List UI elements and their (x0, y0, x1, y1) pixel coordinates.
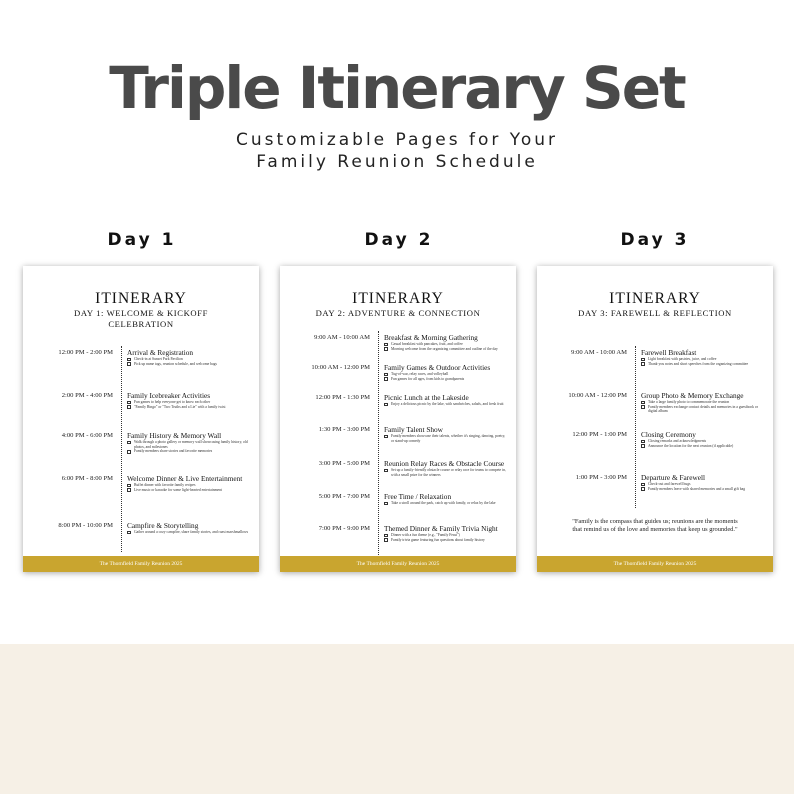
entry-time: 7:00 PM - 9:00 PM (318, 525, 370, 532)
checkbox-icon (384, 469, 388, 473)
checkbox-icon (384, 538, 388, 542)
checklist-item: Light breakfast with pastries, juice, and coffee (641, 357, 765, 362)
page-footer: The Thornfield Family Reunion 2025 (537, 556, 773, 572)
entry-title: Themed Dinner & Family Trivia Night (384, 524, 498, 533)
checklist-item: "Family Bingo" or "Two Truths and a Lie" with a family twist (127, 405, 251, 410)
timeline-divider (121, 346, 122, 552)
entry-title: Campfire & Storytelling (127, 521, 199, 530)
timeline (280, 333, 516, 553)
checkbox-icon (127, 441, 131, 445)
entry-title: Farewell Breakfast (641, 348, 697, 357)
checklist-item: Family trivia game featuring fun questions about family history (384, 538, 508, 543)
itinerary-page-day-3 (537, 266, 773, 572)
checklist-item: Closing remarks and acknowledgments (641, 439, 765, 444)
checkbox-icon (641, 405, 645, 409)
bottom-background-band (0, 644, 794, 794)
checkbox-icon (127, 531, 131, 535)
checklist-item: Check-in at Sunset Park Pavilion (127, 357, 251, 362)
checkbox-icon (641, 444, 645, 448)
checkbox-icon (384, 403, 388, 407)
checklist-item: Take a large family photo to commemorate the reunion (641, 400, 765, 405)
checklist-item: Check-out and farewell hugs (641, 482, 765, 487)
timeline-divider (635, 346, 636, 508)
timeline (23, 348, 259, 548)
checklist-item: Set up a family-friendly obstacle course or relay race for teams to compete in, with a small prize for the winners (384, 468, 508, 477)
entry-title: Picnic Lunch at the Lakeside (384, 393, 469, 402)
entry-time: 3:00 PM - 5:00 PM (318, 460, 370, 467)
checklist-item: Walk through a photo gallery or memory wall showcasing family history, old photos, and milestones (127, 440, 251, 449)
entry-title: Departure & Farewell (641, 473, 706, 482)
entry-title: Family Talent Show (384, 425, 443, 434)
entry-title: Welcome Dinner & Live Entertainment (127, 474, 243, 483)
entry-title: Free Time / Relaxation (384, 492, 452, 501)
entry-title: Arrival & Registration (127, 348, 194, 357)
checklist-item: Live music or karaoke for some light-hearted entertainment (127, 488, 251, 493)
main-subtitle (0, 129, 794, 173)
entry-time: 12:00 PM - 1:00 PM (572, 431, 627, 438)
checklist-item: Gather around a cozy campfire, share family stories, and roast marshmallows (127, 530, 251, 535)
entry-time: 4:00 PM - 6:00 PM (61, 432, 113, 439)
entry-time: 5:00 PM - 7:00 PM (318, 493, 370, 500)
page-footer: The Thornfield Family Reunion 2025 (23, 556, 259, 572)
page-header (280, 290, 516, 319)
entry-title: Family Icebreaker Activities (127, 391, 211, 400)
day-2-label: Day 2 (364, 230, 434, 250)
entry-title: Reunion Relay Races & Obstacle Course (384, 459, 505, 468)
main-title: Triple Itinerary Set (109, 54, 685, 122)
day-3-label: Day 3 (620, 230, 690, 250)
checkbox-icon (384, 502, 388, 506)
checklist-item: Family members share stories and favorite memories (127, 449, 251, 454)
checkbox-icon (127, 488, 131, 492)
entry-time: 10:00 AM - 12:00 PM (311, 364, 370, 371)
checkbox-icon (127, 450, 131, 454)
checkbox-icon (384, 347, 388, 351)
checkbox-icon (384, 435, 388, 439)
day-1-label: Day 1 (107, 230, 177, 250)
entry-title: Group Photo & Memory Exchange (641, 391, 744, 400)
entry-time: 6:00 PM - 8:00 PM (61, 475, 113, 482)
page-title: ITINERARY (95, 290, 187, 307)
entry-title: Family History & Memory Wall (127, 431, 222, 440)
checkbox-icon (641, 487, 645, 491)
checkbox-icon (127, 362, 131, 366)
entry-time: 1:00 PM - 3:00 PM (575, 474, 627, 481)
timeline-divider (378, 331, 379, 555)
page-title: ITINERARY (609, 290, 701, 307)
checklist-item: Buffet dinner with favorite family recipes (127, 483, 251, 488)
subtitle-line-2: Family Reunion Schedule (256, 152, 538, 172)
checkbox-icon (641, 362, 645, 366)
entry-time: 2:00 PM - 4:00 PM (61, 392, 113, 399)
checklist-item: Dinner with a fun theme (e.g., "Family Feast") (384, 533, 508, 538)
checklist-item: Pick up name tags, reunion schedule, and welcome bags (127, 362, 251, 367)
checklist-item: Fun games to help everyone get to know each other (127, 400, 251, 405)
checklist-item: Family members exchange contact details and memories in a guestbook or digital album (641, 405, 765, 414)
itinerary-page-day-1 (23, 266, 259, 572)
checklist-item: Enjoy a delicious picnic by the lake, with sandwiches, salads, and fresh fruit (384, 402, 508, 407)
timeline (537, 348, 773, 508)
checklist-item: Fun games for all ages, from kids to grandparents (384, 377, 508, 382)
entry-time: 1:30 PM - 3:00 PM (318, 426, 370, 433)
page-subtitle: DAY 2: ADVENTURE & CONNECTION (315, 308, 481, 318)
checklist-item: Casual breakfast with pancakes, fruit, and coffee (384, 342, 508, 347)
subtitle-line-1: Customizable Pages for Your (235, 130, 559, 150)
entry-time: 8:00 PM - 10:00 PM (58, 522, 113, 529)
entry-title: Closing Ceremony (641, 430, 696, 439)
checkbox-icon (384, 377, 388, 381)
checklist-item: Tug-of-war, relay races, and volleyball (384, 372, 508, 377)
itinerary-page-day-2 (280, 266, 516, 572)
checklist-item: Family members leave with shared memories and a small gift bag (641, 487, 765, 492)
checklist-item: Morning welcome from the organizing committee and outline of the day (384, 347, 508, 352)
entry-time: 9:00 AM - 10:00 AM (570, 349, 627, 356)
page-header (23, 290, 259, 330)
checklist-item: Announce the location for the next reunion (if applicable) (641, 444, 765, 449)
checklist-item: Family members showcase their talents, whether it's singing, dancing, poetry, or stand-up comedy (384, 434, 508, 443)
entry-time: 12:00 PM - 2:00 PM (58, 349, 113, 356)
closing-quote: "Family is the compass that guides us; reunions are the moments that remind us of the love and memories that keep us grounded." (572, 518, 738, 533)
page-footer: The Thornfield Family Reunion 2025 (280, 556, 516, 572)
entry-time: 10:00 AM - 12:00 PM (568, 392, 627, 399)
entry-title: Family Games & Outdoor Activities (384, 363, 491, 372)
entry-title: Breakfast & Morning Gathering (384, 333, 478, 342)
page-subtitle: DAY 1: WELCOME & KICKOFF CELEBRATION (74, 308, 208, 329)
page-header (537, 290, 773, 319)
page-subtitle: DAY 3: FAREWELL & REFLECTION (578, 308, 732, 318)
checklist-item: Thank-you notes and short speeches from the organizing committee (641, 362, 765, 367)
checkbox-icon (127, 405, 131, 409)
checklist-item: Take a stroll around the park, catch up with family, or relax by the lake (384, 501, 508, 506)
page-title: ITINERARY (352, 290, 444, 307)
entry-time: 9:00 AM - 10:00 AM (313, 334, 370, 341)
entry-time: 12:00 PM - 1:30 PM (315, 394, 370, 401)
